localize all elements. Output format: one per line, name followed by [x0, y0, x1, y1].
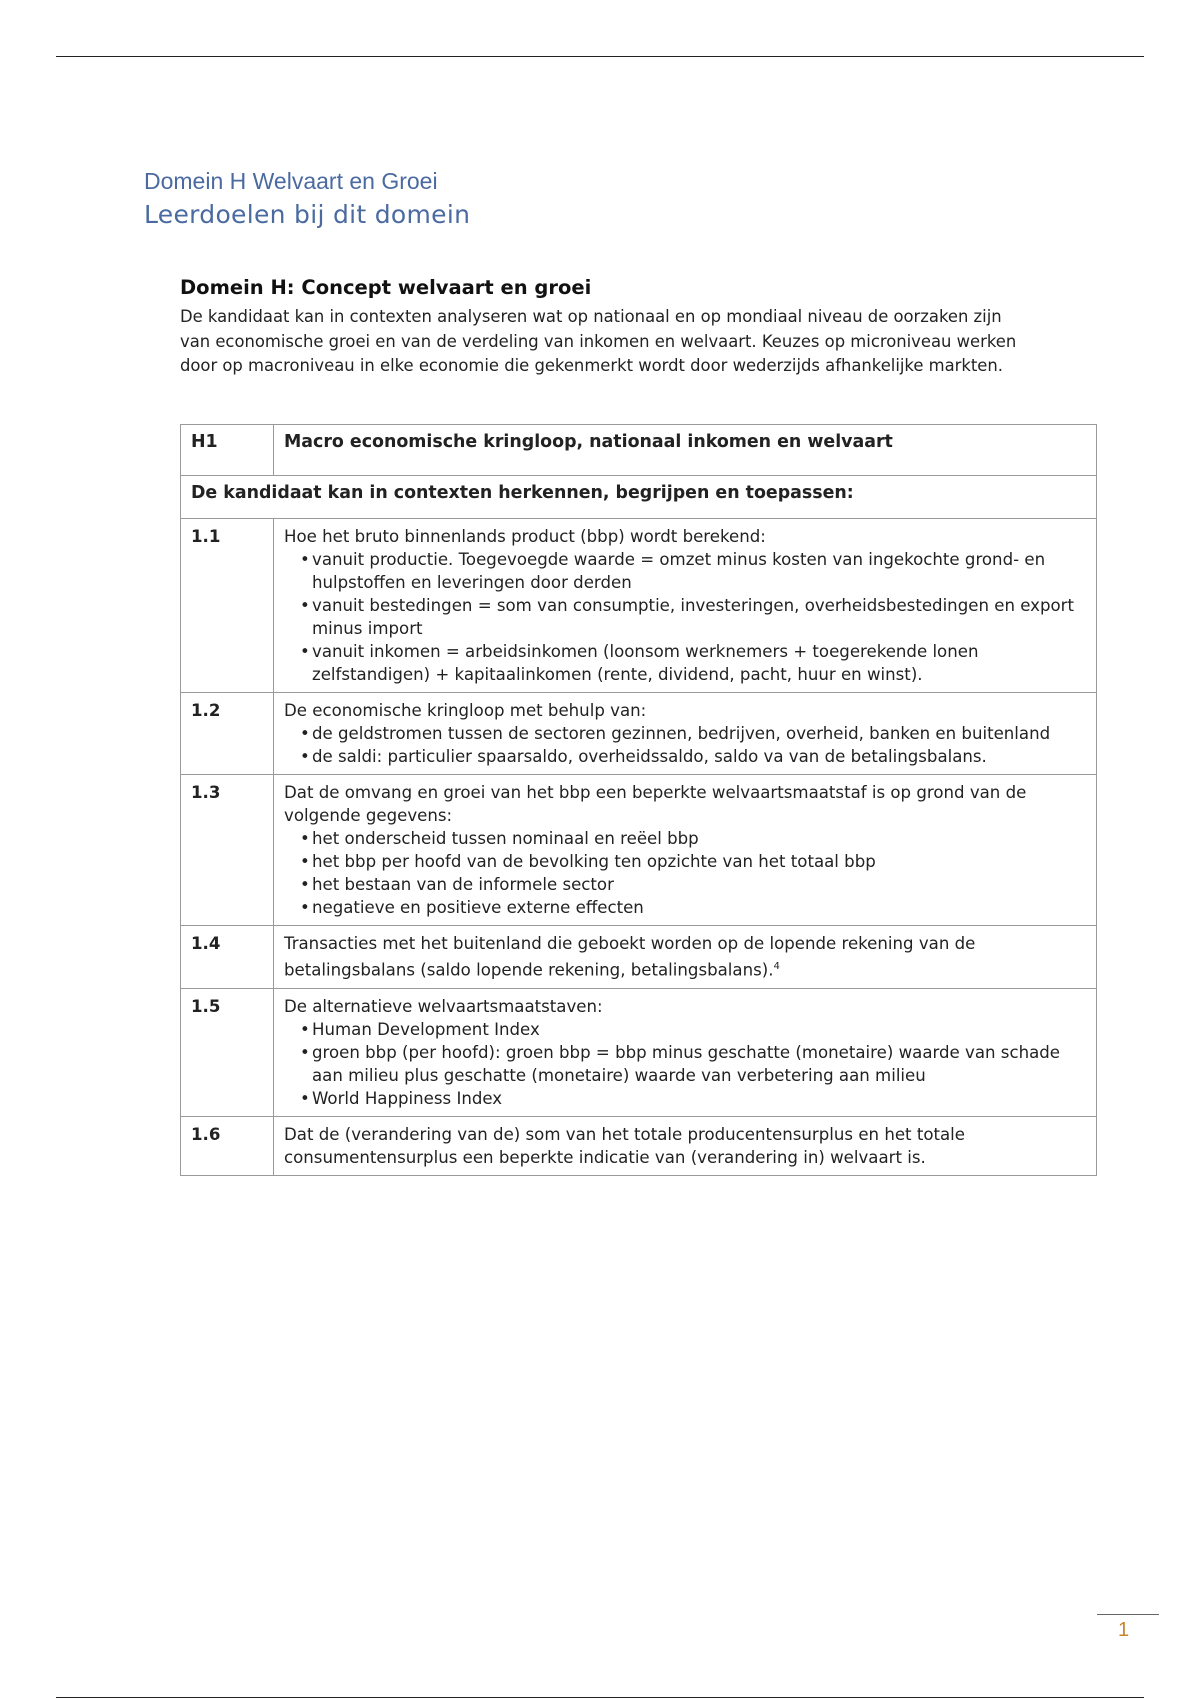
- bullet-list: [284, 1018, 1088, 1110]
- row-number: 1.4: [181, 926, 274, 989]
- list-item: • vanuit inkomen = arbeidsinkomen (loonsom werknemers + toegerekende lonen zelfstandigen) + kapitaalinkomen (rente, dividend, pacht, huur en winst).: [302, 640, 1088, 686]
- row-number: 1.6: [181, 1116, 274, 1175]
- page-number-rule: [1097, 1614, 1159, 1615]
- footnote-marker: 4: [773, 961, 780, 972]
- list-item: • het onderscheid tussen nominaal en reëel bbp: [302, 827, 1088, 850]
- row-number: 1.5: [181, 988, 274, 1116]
- list-item: • het bestaan van de informele sector: [302, 873, 1088, 896]
- row-number: 1.1: [181, 519, 274, 693]
- row-text: Dat de omvang en groei van het bbp een beperkte welvaartsmaatstaf is op grond van de volgende gegevens:: [284, 783, 1027, 825]
- bullet-list: [284, 722, 1088, 768]
- row-content: [274, 775, 1097, 926]
- row-text: Dat de (verandering van de) som van het totale producentensurplus en het totale consumentensurplus een beperkte indicatie van (verandering in) welvaart is.: [284, 1124, 965, 1167]
- table-row: [181, 988, 1097, 1116]
- row-number: 1.3: [181, 775, 274, 926]
- row-text: De economische kringloop met behulp van:: [284, 701, 647, 720]
- list-item: • het bbp per hoofd van de bevolking ten opzichte van het totaal bbp: [302, 850, 1088, 873]
- table-row: [181, 1116, 1097, 1175]
- row-text: Transacties met het buitenland die geboekt worden op de lopende rekening van de betalingsbalans (saldo lopende rekening, betalingsbalans).: [284, 934, 976, 980]
- page-number: 1: [1118, 1619, 1130, 1641]
- top-rule: [56, 56, 1144, 57]
- list-item: • negatieve en positieve externe effecten: [302, 896, 1088, 919]
- concept-title: Domein H: Concept welvaart en groei: [180, 276, 592, 299]
- row-content: [274, 693, 1097, 775]
- row-content: [274, 1116, 1097, 1175]
- list-item: • Human Development Index: [302, 1018, 1088, 1041]
- bullet-list: [284, 827, 1088, 919]
- table-header-row: [181, 425, 1097, 476]
- row-content: [274, 988, 1097, 1116]
- row-text: Hoe het bruto binnenlands product (bbp) wordt berekend:: [284, 527, 766, 546]
- row-text: De alternatieve welvaartsmaatstaven:: [284, 996, 603, 1016]
- table-row: [181, 519, 1097, 693]
- domain-heading: Domein H Welvaart en Groei: [144, 168, 438, 194]
- row-content: [274, 926, 1097, 989]
- bullet-list: [284, 548, 1088, 686]
- domain-subtitle: Leerdoelen bij dit domein: [144, 200, 471, 229]
- list-item: • vanuit productie. Toegevoegde waarde = omzet minus kosten van ingekochte grond- en hulpstoffen en leveringen door derden: [302, 548, 1088, 594]
- learning-goals-table: [180, 424, 1097, 1176]
- table-subheading-cell: De kandidaat kan in contexten herkennen, begrijpen en toepassen:: [181, 476, 1097, 519]
- list-item: • World Happiness Index: [302, 1087, 1088, 1110]
- list-item: • groen bbp (per hoofd): groen bbp = bbp minus geschatte (monetaire) waarde van schade aan milieu plus geschatte (monetaire) waarde van verbetering aan milieu: [302, 1041, 1088, 1087]
- bottom-rule: [56, 1697, 1144, 1698]
- list-item: • vanuit bestedingen = som van consumptie, investeringen, overheidsbestedingen en export minus import: [302, 594, 1088, 640]
- table-code-cell: H1: [181, 425, 274, 476]
- table-row: [181, 775, 1097, 926]
- table-row: [181, 926, 1097, 989]
- concept-intro: De kandidaat kan in contexten analyseren wat op nationaal en op mondiaal niveau de oorzaken zijn van economische groei en van de verdeling van inkomen en welvaart. Keuzes op microniveau werken door op macroniveau in elke economie die gekenmerkt wordt door wederzijds afhankelijke markten.: [180, 307, 1017, 375]
- row-content: [274, 519, 1097, 693]
- list-item: • de saldi: particulier spaarsaldo, overheidssaldo, saldo va van de betalingsbalans.: [302, 745, 1088, 768]
- list-item: • de geldstromen tussen de sectoren gezinnen, bedrijven, overheid, banken en buitenland: [302, 722, 1088, 745]
- row-number: 1.2: [181, 693, 274, 775]
- table-heading-cell: Macro economische kringloop, nationaal inkomen en welvaart: [274, 425, 1097, 476]
- table-row: [181, 693, 1097, 775]
- table-subheading-row: [181, 476, 1097, 519]
